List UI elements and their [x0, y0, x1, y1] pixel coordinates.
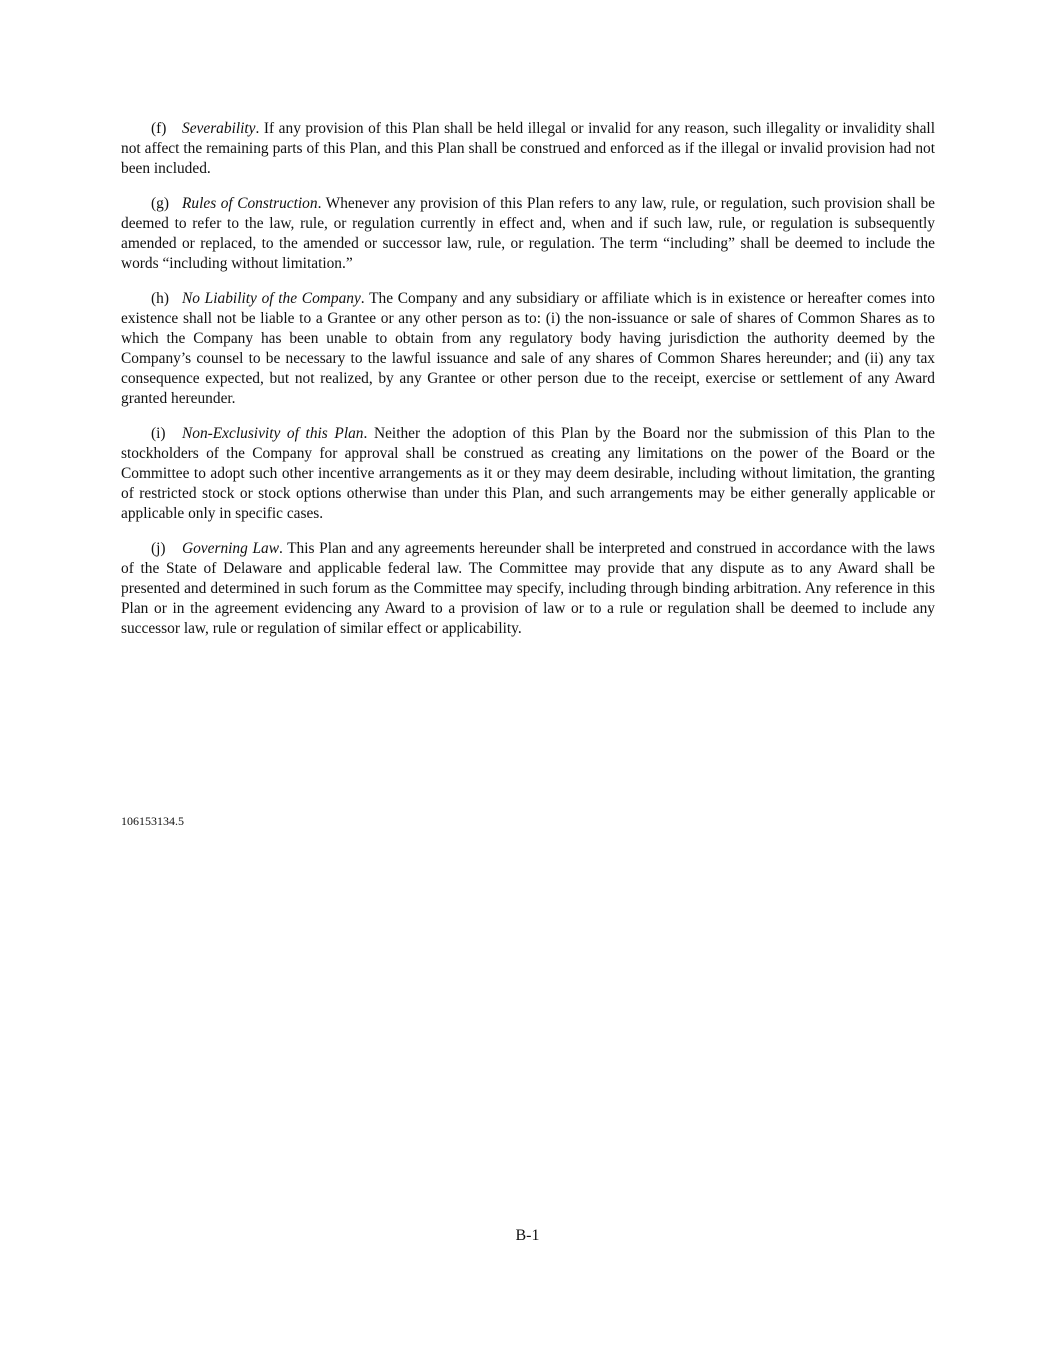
section-severability	[121, 119, 935, 179]
section-number: (j)	[151, 540, 166, 557]
section-rules-of-construction	[121, 194, 935, 274]
section-governing-law	[121, 539, 935, 639]
section-heading: Non-Exclusivity of this Plan	[182, 425, 364, 442]
section-text: . The Company and any subsidiary or affiliate which is in existence or hereafter comes into existence shall not be liable to a Grantee or any other person as to: (i) the non-issuance or sale of shares of Common Shares as to which the Company has been unable to obtain from any regulatory body having jurisdiction the authority deemed by the Company’s counsel to be necessary to the lawful issuance and sale of any shares of Common Shares hereunder; and (ii) any tax consequence expected, but not realized, by any Grantee or other person due to the receipt, exercise or settlement of any Award granted hereunder.	[121, 290, 935, 407]
document-id: 106153134.5	[121, 814, 184, 828]
section-no-liability	[121, 289, 935, 409]
section-number: (i)	[151, 425, 166, 442]
section-heading: No Liability of the Company	[182, 290, 361, 307]
section-heading: Severability	[182, 120, 256, 137]
section-number: (h)	[151, 290, 169, 307]
section-number: (f)	[151, 120, 167, 137]
section-text: . This Plan and any agreements hereunder shall be interpreted and construed in accordance with the laws of the State of Delaware and applicable federal law. The Committee may provide that any dispute as to any Award shall be presented and determined in such forum as the Committee may specify, including through binding arbitration. Any reference in this Plan or in the agreement evidencing any Award to a provision of law or to a rule or regulation shall be deemed to include any successor law, rule or regulation of similar effect or applicability.	[121, 540, 935, 637]
section-text: . If any provision of this Plan shall be held illegal or invalid for any reason, such illegality or invalidity shall not affect the remaining parts of this Plan, and this Plan shall be construed and enforced as if the illegal or invalid provision had not been included.	[121, 120, 935, 177]
section-number: (g)	[151, 195, 169, 212]
section-non-exclusivity	[121, 424, 935, 524]
section-text: . Whenever any provision of this Plan refers to any law, rule, or regulation, such provision shall be deemed to refer to the law, rule, or regulation currently in effect and, when and if such law, rule, or regulation is subsequently amended or replaced, to the amended or successor law, rule, or regulation. The term “including” shall be deemed to include the words “including without limitation.”	[121, 195, 935, 272]
section-heading: Governing Law	[182, 540, 279, 557]
page-number: B-1	[515, 1227, 540, 1244]
document-body	[121, 119, 935, 654]
section-text: . Neither the adoption of this Plan by the Board nor the submission of this Plan to the stockholders of the Company for approval shall be construed as creating any limitations on the power of the Board or the Committee to adopt such other incentive arrangements as it or they may deem desirable, including without limitation, the granting of restricted stock or stock options otherwise than under this Plan, and such arrangements may be either generally applicable or applicable only in specific cases.	[121, 425, 935, 522]
section-heading: Rules of Construction	[182, 195, 318, 212]
